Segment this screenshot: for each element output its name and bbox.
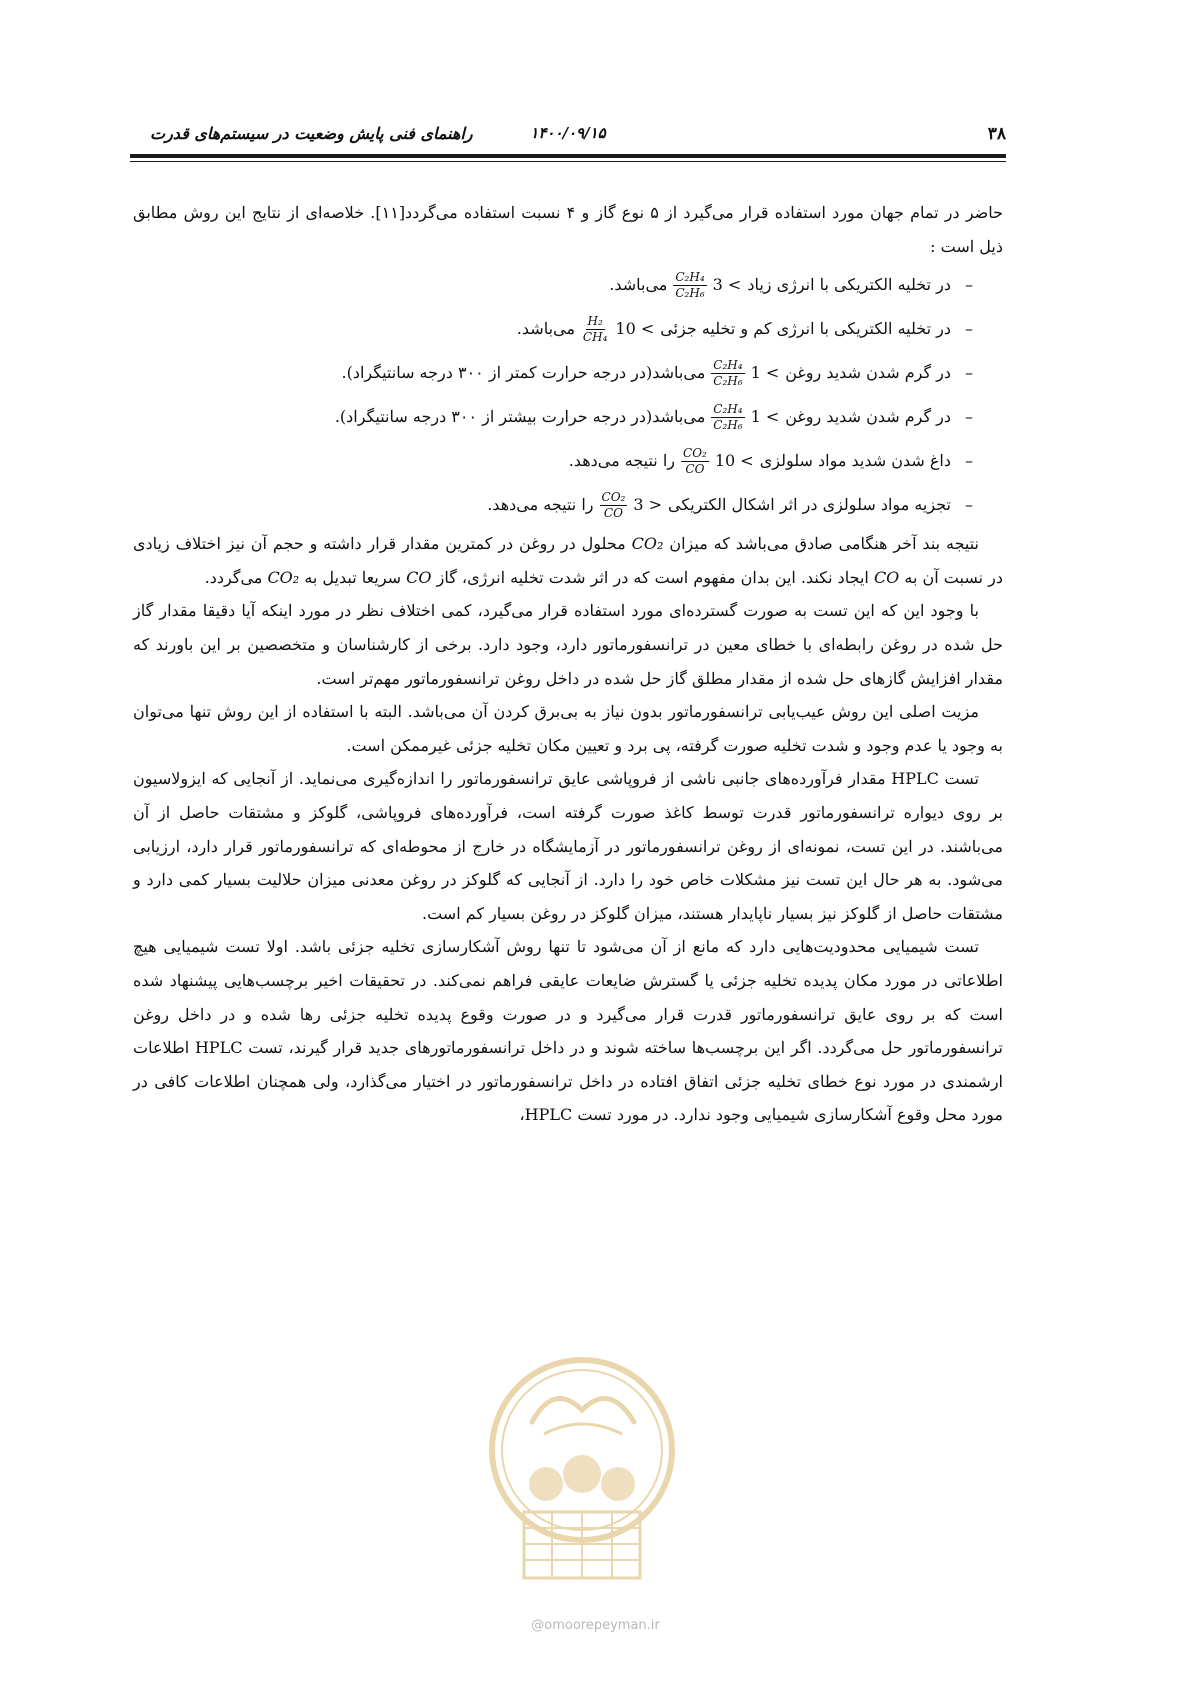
last-item-note-paragraph	[133, 527, 1003, 594]
gas-ratio-fraction	[711, 358, 744, 389]
criteria-inequality: 3 >	[633, 495, 663, 515]
fraction-denominator: CH₄	[582, 329, 608, 344]
formula-co: CO	[873, 567, 900, 587]
fraction-denominator: C₂H₆	[675, 285, 705, 300]
watermark-logo	[484, 1352, 680, 1584]
dash-bullet-icon: –	[965, 407, 973, 427]
fraction-numerator: C₂H₄	[713, 357, 743, 372]
page-body	[133, 196, 1003, 1132]
fraction-denominator: C₂H₆	[713, 417, 743, 432]
criteria-result: را نتیجه می‌دهد.	[568, 451, 676, 471]
criteria-inequality: 1 <	[750, 407, 780, 427]
criteria-text: داغ شدن شدید مواد سلولزی	[759, 451, 951, 471]
gas-ratio-fraction	[681, 446, 709, 477]
fraction-numerator: CO₂	[683, 445, 707, 460]
criteria-result: می‌باشد.	[609, 275, 668, 295]
header-rule-thin	[130, 161, 1006, 162]
criteria-text: در تخلیه الکتریکی با انرژی زیاد	[747, 275, 951, 295]
dash-bullet-icon: –	[965, 495, 973, 515]
note-text: ایجاد نکند. این بدان مفهوم است که در اثر شدت تخلیه انرژی، گاز	[436, 567, 869, 587]
header-title: راهنمای فنی پایش وضعیت در سیستم‌های قدرت	[150, 124, 473, 143]
criteria-result: را نتیجه می‌دهد.	[487, 495, 594, 515]
criteria-inequality: 3 <	[712, 275, 742, 295]
body-paragraph: مزیت اصلی این روش عیب‌یابی ترانسفورماتور بدون نیاز به بی‌برق کردن آن می‌باشد. البته با استفاده از این روش تنها می‌توان به وجود یا عدم وجود و شدت تخلیه صورت گرفته، پی برد و تعیین مکان تخلیه جزئی غیرممکن است.	[133, 702, 1003, 755]
dash-bullet-icon: –	[965, 275, 973, 295]
body-paragraph: تست شیمیایی محدودیت‌هایی دارد که مانع از آن می‌شود تا تنها روش آشکارسازی تخلیه جزئی باشد. اولا تست شیمیایی هیچ اطلاعاتی در مورد مکان پدیده تخلیه جزئی یا گسترش ضایعات عایقی فراهم نمی‌کند. در تحقیقات اخیر برچسب‌هایی پیشنهاد شده است که بر روی عایق ترانسفورماتور قدرت قرار می‌گیرد و در صورت وقوع پدیده تخلیه جزئی رها شده و در داخل روغن ترانسفورماتور حل می‌گردد. اگر این برچسب‌ها ساخته شوند و در داخل ترانسفورماتورهای جدید قرار گیرند، تست HPLC اطلاعات ارشمندی در مورد نوع خطای تخلیه جزئی اتفاق افتاده در داخل ترانسفورماتور در اختیار می‌گذارد، ولی همچنان اطلاعات کافی در مورد محل وقوع آشکارسازی شیمیایی وجود ندارد. در مورد تست HPLC،	[133, 937, 1004, 1125]
criteria-inequality: 10 <	[615, 319, 655, 339]
fraction-denominator: CO	[685, 461, 705, 476]
gas-ratio-fraction	[673, 270, 706, 301]
fraction-denominator: C₂H₆	[713, 373, 743, 388]
criteria-text: تجزیه مواد سلولزی در اثر اشکال الکتریکی	[668, 495, 951, 515]
page-header	[130, 122, 1006, 148]
gas-ratio-fraction	[600, 490, 628, 521]
intro-paragraph	[133, 196, 1003, 263]
header-rule-thick	[130, 154, 1006, 158]
criteria-text: در گرم شدن شدید روغن	[785, 407, 951, 427]
criteria-result: می‌باشد(در درجه حرارت بیشتر از ۳۰۰ درجه سانتیگراد).	[334, 407, 706, 427]
formula-co2: CO₂	[631, 534, 664, 554]
note-text: می‌گردد.	[204, 567, 263, 587]
fraction-numerator: C₂H₄	[675, 269, 705, 284]
criteria-text: در گرم شدن شدید روغن	[785, 363, 951, 383]
intro-line-1: حاضر در تمام جهان مورد استفاده قرار می‌گیرد از ۵ نوع گاز و ۴ نسبت استفاده می‌گردد[۱۱]. خلاصه‌ای از نتایج این	[224, 203, 1003, 222]
criteria-inequality: 10 <	[714, 451, 754, 471]
criteria-result: می‌باشد.	[516, 319, 575, 339]
fraction-numerator: C₂H₄	[713, 401, 743, 416]
note-text: محلول در روغن در کمترین مقدار قرار داشته و حجم آن نیز اختلاف زیادی در نسبت آن به	[133, 534, 1003, 587]
header-date: ۱۴۰۰/۰۹/۱۵	[530, 124, 606, 142]
criteria-item	[133, 439, 973, 483]
body-paragraph: تست HPLC مقدار فرآورده‌های جانبی ناشی از فروپاشی عایق ترانسفورماتور را اندازه‌گیری می‌نماید. از آنجایی که ایزولاسیون بر روی دیواره ترانسفورماتور قدرت توسط کاغذ صورت گرفته است، فرآورده‌های فروپاشی، گلوکز و مشتقات حاصل از آن می‌باشند. در این تست، نمونه‌ای از روغن ترانسفورماتور در آزمایشگاه در خارج از محوطه‌ای که ترانسفورماتور قرار دارد، ارزیابی می‌شود. به هر حال این تست نیز مشکلات خاص خود را دارد. از آنجایی که گلوکز در روغن معدنی میزان حلالیت بسیار کمی دارد و مشتقات حاصل از گلوکز نیز بسیار ناپایدار هستند، میزان گلوکز در روغن بسیار کم است.	[133, 769, 1003, 923]
criteria-inequality: 1 <	[750, 363, 780, 383]
dash-bullet-icon: –	[965, 363, 973, 383]
criteria-item	[133, 395, 973, 439]
fraction-denominator: CO	[603, 505, 623, 520]
gas-ratio-criteria-list	[133, 263, 1003, 527]
watermark-site-url: @omoorepeyman.ir	[531, 1618, 660, 1633]
gas-ratio-fraction	[581, 314, 609, 345]
dash-bullet-icon: –	[965, 451, 973, 471]
dash-bullet-icon: –	[965, 319, 973, 339]
criteria-result: می‌باشد(در درجه حرارت کمتر از ۳۰۰ درجه سانتیگراد).	[341, 363, 706, 383]
formula-co: CO	[406, 567, 432, 587]
fraction-numerator: H₂	[587, 313, 603, 328]
criteria-text: در تخلیه الکتریکی با انرژی کم و تخلیه جزئی	[660, 319, 951, 339]
page-number: ۳۸	[987, 124, 1006, 144]
formula-co2: CO₂	[267, 567, 300, 587]
note-text: سریعا تبدیل به	[304, 567, 402, 587]
criteria-item	[133, 483, 973, 527]
intro-line-2: روش مطابق ذیل است :	[133, 203, 1003, 256]
note-text: نتیجه بند آخر هنگامی صادق می‌باشد که میزان	[669, 534, 980, 554]
body-paragraph: با وجود این که این تست به صورت گسترده‌ای مورد استفاده قرار می‌گیرد، کمی اختلاف نظر در مورد اینکه آیا دقیقا مقدار گاز حل شده در روغن رابطه‌ای با خطای معین در ترانسفورماتور دارد، وجود دارد. برخی از کارشناسان و متخصصین بر این باورند که مقدار افزایش گازهای حل شده از مقدار مطلق گاز حل شده در داخل روغن ترانسفورماتور مهم‌تر است.	[133, 601, 1003, 688]
criteria-item	[133, 263, 973, 307]
gas-ratio-fraction	[711, 402, 744, 433]
fraction-numerator: CO₂	[601, 489, 626, 504]
criteria-item	[133, 307, 973, 351]
criteria-item	[133, 351, 973, 395]
